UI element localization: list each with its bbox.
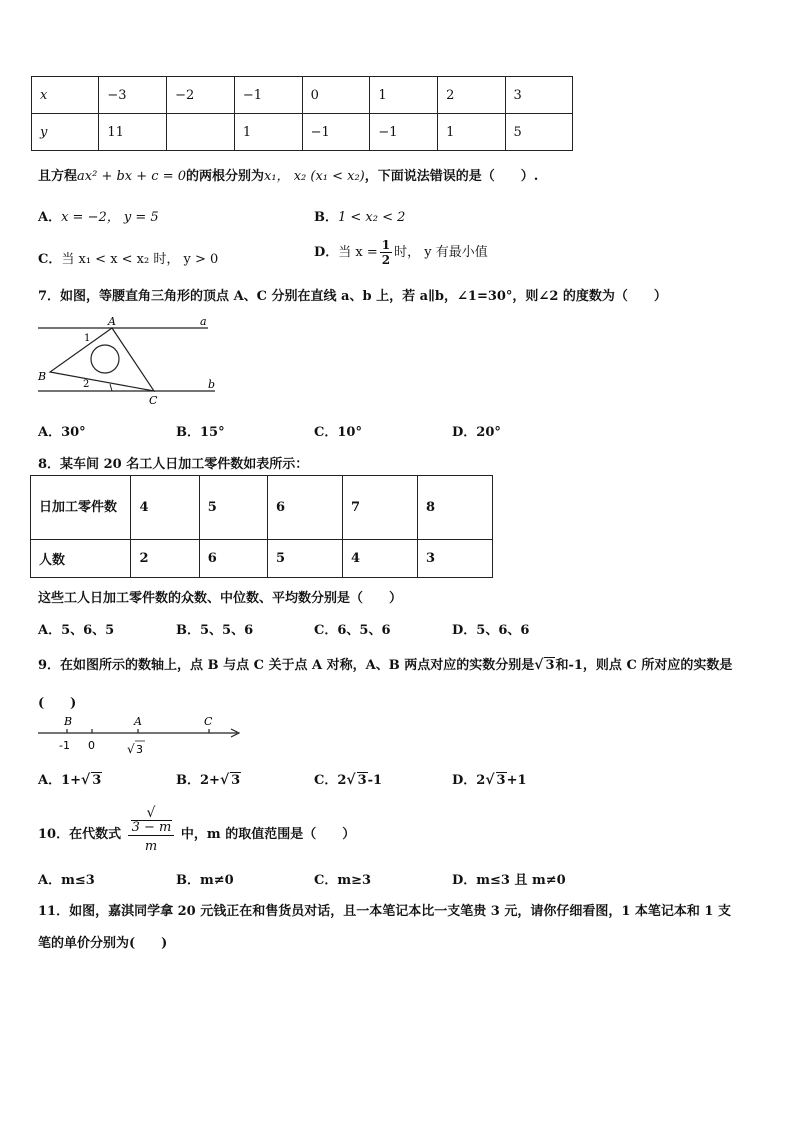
table-cell: 3	[505, 77, 572, 114]
q7-stem: 7．如图，等腰直角三角形的顶点 A、C 分别在直线 a、b 上，若 a∥b，∠1=30°，则∠2 的度数为（ ）	[38, 289, 667, 304]
row-label-y: y	[32, 114, 99, 151]
q10-option-d[interactable]: D．m≤3 且 m≠0	[452, 873, 566, 888]
table-cell: 5	[267, 540, 342, 578]
table-cell: 2	[438, 77, 505, 114]
q8-option-c[interactable]: C．6、5、6	[314, 623, 391, 638]
q9-stem: 9．在如图所示的数轴上，点 B 与点 C 关于点 A 对称，A、B 两点对应的实数分别是√ 3和-1，则点 C 所对应的实数是	[38, 657, 733, 673]
row-label-people: 人数	[31, 540, 131, 578]
q7-option-d[interactable]: D．20°	[452, 425, 501, 440]
label-sqrt3: 3	[136, 743, 143, 756]
table-cell: −1	[234, 77, 302, 114]
table-cell: 7	[342, 476, 417, 540]
table-cell: 5	[505, 114, 572, 151]
table-row	[32, 77, 573, 114]
q8-stem: 8．某车间 20 名工人日加工零件数如表所示：	[38, 457, 309, 472]
sqrt-icon: √	[346, 772, 356, 788]
q8-table	[30, 475, 493, 578]
q9-number-line	[34, 713, 244, 758]
q10-option-a[interactable]: A．m≤3	[38, 873, 95, 888]
fraction-one-half: $\frac{1}{2}$	[381, 238, 391, 267]
q9-option-b[interactable]: B．2+√ 3	[176, 772, 241, 788]
table-cell: 1	[234, 114, 302, 151]
table-cell: −1	[302, 114, 370, 151]
label-b: b	[208, 378, 216, 391]
q7-option-b[interactable]: B．15°	[176, 425, 225, 440]
triangle-hole	[91, 345, 119, 373]
table-cell: 4	[131, 476, 199, 540]
table-cell: 1	[370, 77, 438, 114]
q10-option-b[interactable]: B．m≠0	[176, 873, 234, 888]
label-a: a	[200, 315, 207, 328]
table-cell: −2	[167, 77, 235, 114]
table-cell: 11	[99, 114, 167, 151]
q10-fraction: √ 3 − m m	[128, 806, 175, 858]
triangle-abc	[50, 328, 154, 391]
sqrt-icon: √	[146, 805, 156, 821]
q8-question: 这些工人日加工零件数的众数、中位数、平均数分别是（ ）	[38, 591, 403, 606]
label-C: C	[149, 394, 158, 407]
xy-value-table	[31, 76, 573, 151]
q6-option-b[interactable]: B．1 < x₂ < 2	[314, 210, 406, 225]
table-row	[31, 540, 493, 578]
angle-2-mark	[110, 384, 112, 391]
q11-stem-line2: 笔的单价分别为( )	[38, 936, 168, 951]
q8-option-b[interactable]: B．5、5、6	[176, 623, 254, 638]
table-cell: −1	[370, 114, 438, 151]
q10-option-c[interactable]: C．m≥3	[314, 873, 372, 888]
table-cell: 0	[302, 77, 370, 114]
label-B: B	[38, 370, 47, 383]
table-cell: 5	[199, 476, 267, 540]
q9-option-c[interactable]: C．2√ 3-1	[314, 772, 383, 788]
table-cell: 6	[199, 540, 267, 578]
q9-paren: ( )	[38, 696, 77, 711]
table-cell: 4	[342, 540, 417, 578]
q7-triangle-figure	[30, 312, 230, 408]
table-cell: 3	[417, 540, 492, 578]
table-row	[31, 476, 493, 540]
label-angle-1: 1	[84, 333, 91, 344]
sqrt-icon: √	[127, 742, 135, 756]
sqrt-icon: √	[219, 772, 230, 788]
label-B: B	[64, 715, 73, 728]
table-cell: −3	[99, 77, 167, 114]
table-cell: 2	[131, 540, 199, 578]
table-cell: 8	[417, 476, 492, 540]
table-cell	[167, 114, 235, 151]
q6-option-d[interactable]: D．当 x = $\frac{1}{2}$ 时， y 有最小值	[314, 238, 488, 267]
row-label-x: x	[32, 77, 99, 114]
table-row	[32, 114, 573, 151]
q9-option-a[interactable]: A．1+√ 3	[38, 772, 102, 788]
q6-stem: 且方程ax² + bx + c = 0的两根分别为x₁， x₂ (x₁ < x₂)，下面说法错误的是（ ）.	[38, 169, 539, 184]
q8-option-a[interactable]: A．5、6、5	[38, 623, 115, 638]
table-cell: 6	[267, 476, 342, 540]
q6-option-c[interactable]: C．当 x₁ < x < x₂ 时， y > 0	[38, 252, 219, 267]
sqrt-icon: √	[485, 772, 495, 788]
label-A: A	[108, 315, 116, 328]
q9-option-d[interactable]: D．2√ 3+1	[452, 772, 527, 788]
row-label-parts: 日加工零件数	[31, 476, 131, 540]
label-A: A	[134, 715, 142, 728]
label-C: C	[204, 715, 213, 728]
label-neg-one: -1	[59, 739, 70, 752]
sqrt-icon: √	[81, 772, 91, 788]
q11-stem-line1: 11．如图，嘉淇同学拿 20 元钱正在和售货员对话，且一本笔记本比一支笔贵 3 元，请你仔细看图，1 本笔记本和 1 支	[38, 904, 731, 919]
label-angle-2: 2	[83, 379, 90, 390]
q6-option-a[interactable]: A．x = −2， y = 5	[38, 210, 159, 225]
q7-option-a[interactable]: A．30°	[38, 425, 86, 440]
q7-option-c[interactable]: C．10°	[314, 425, 362, 440]
label-zero: 0	[88, 739, 95, 752]
sqrt-icon: √	[534, 657, 544, 673]
q8-option-d[interactable]: D．5、6、6	[452, 623, 530, 638]
q10-stem: 10．在代数式 √ 3 − m m 中，m 的取值范围是（ ）	[38, 806, 355, 858]
table-cell: 1	[438, 114, 505, 151]
